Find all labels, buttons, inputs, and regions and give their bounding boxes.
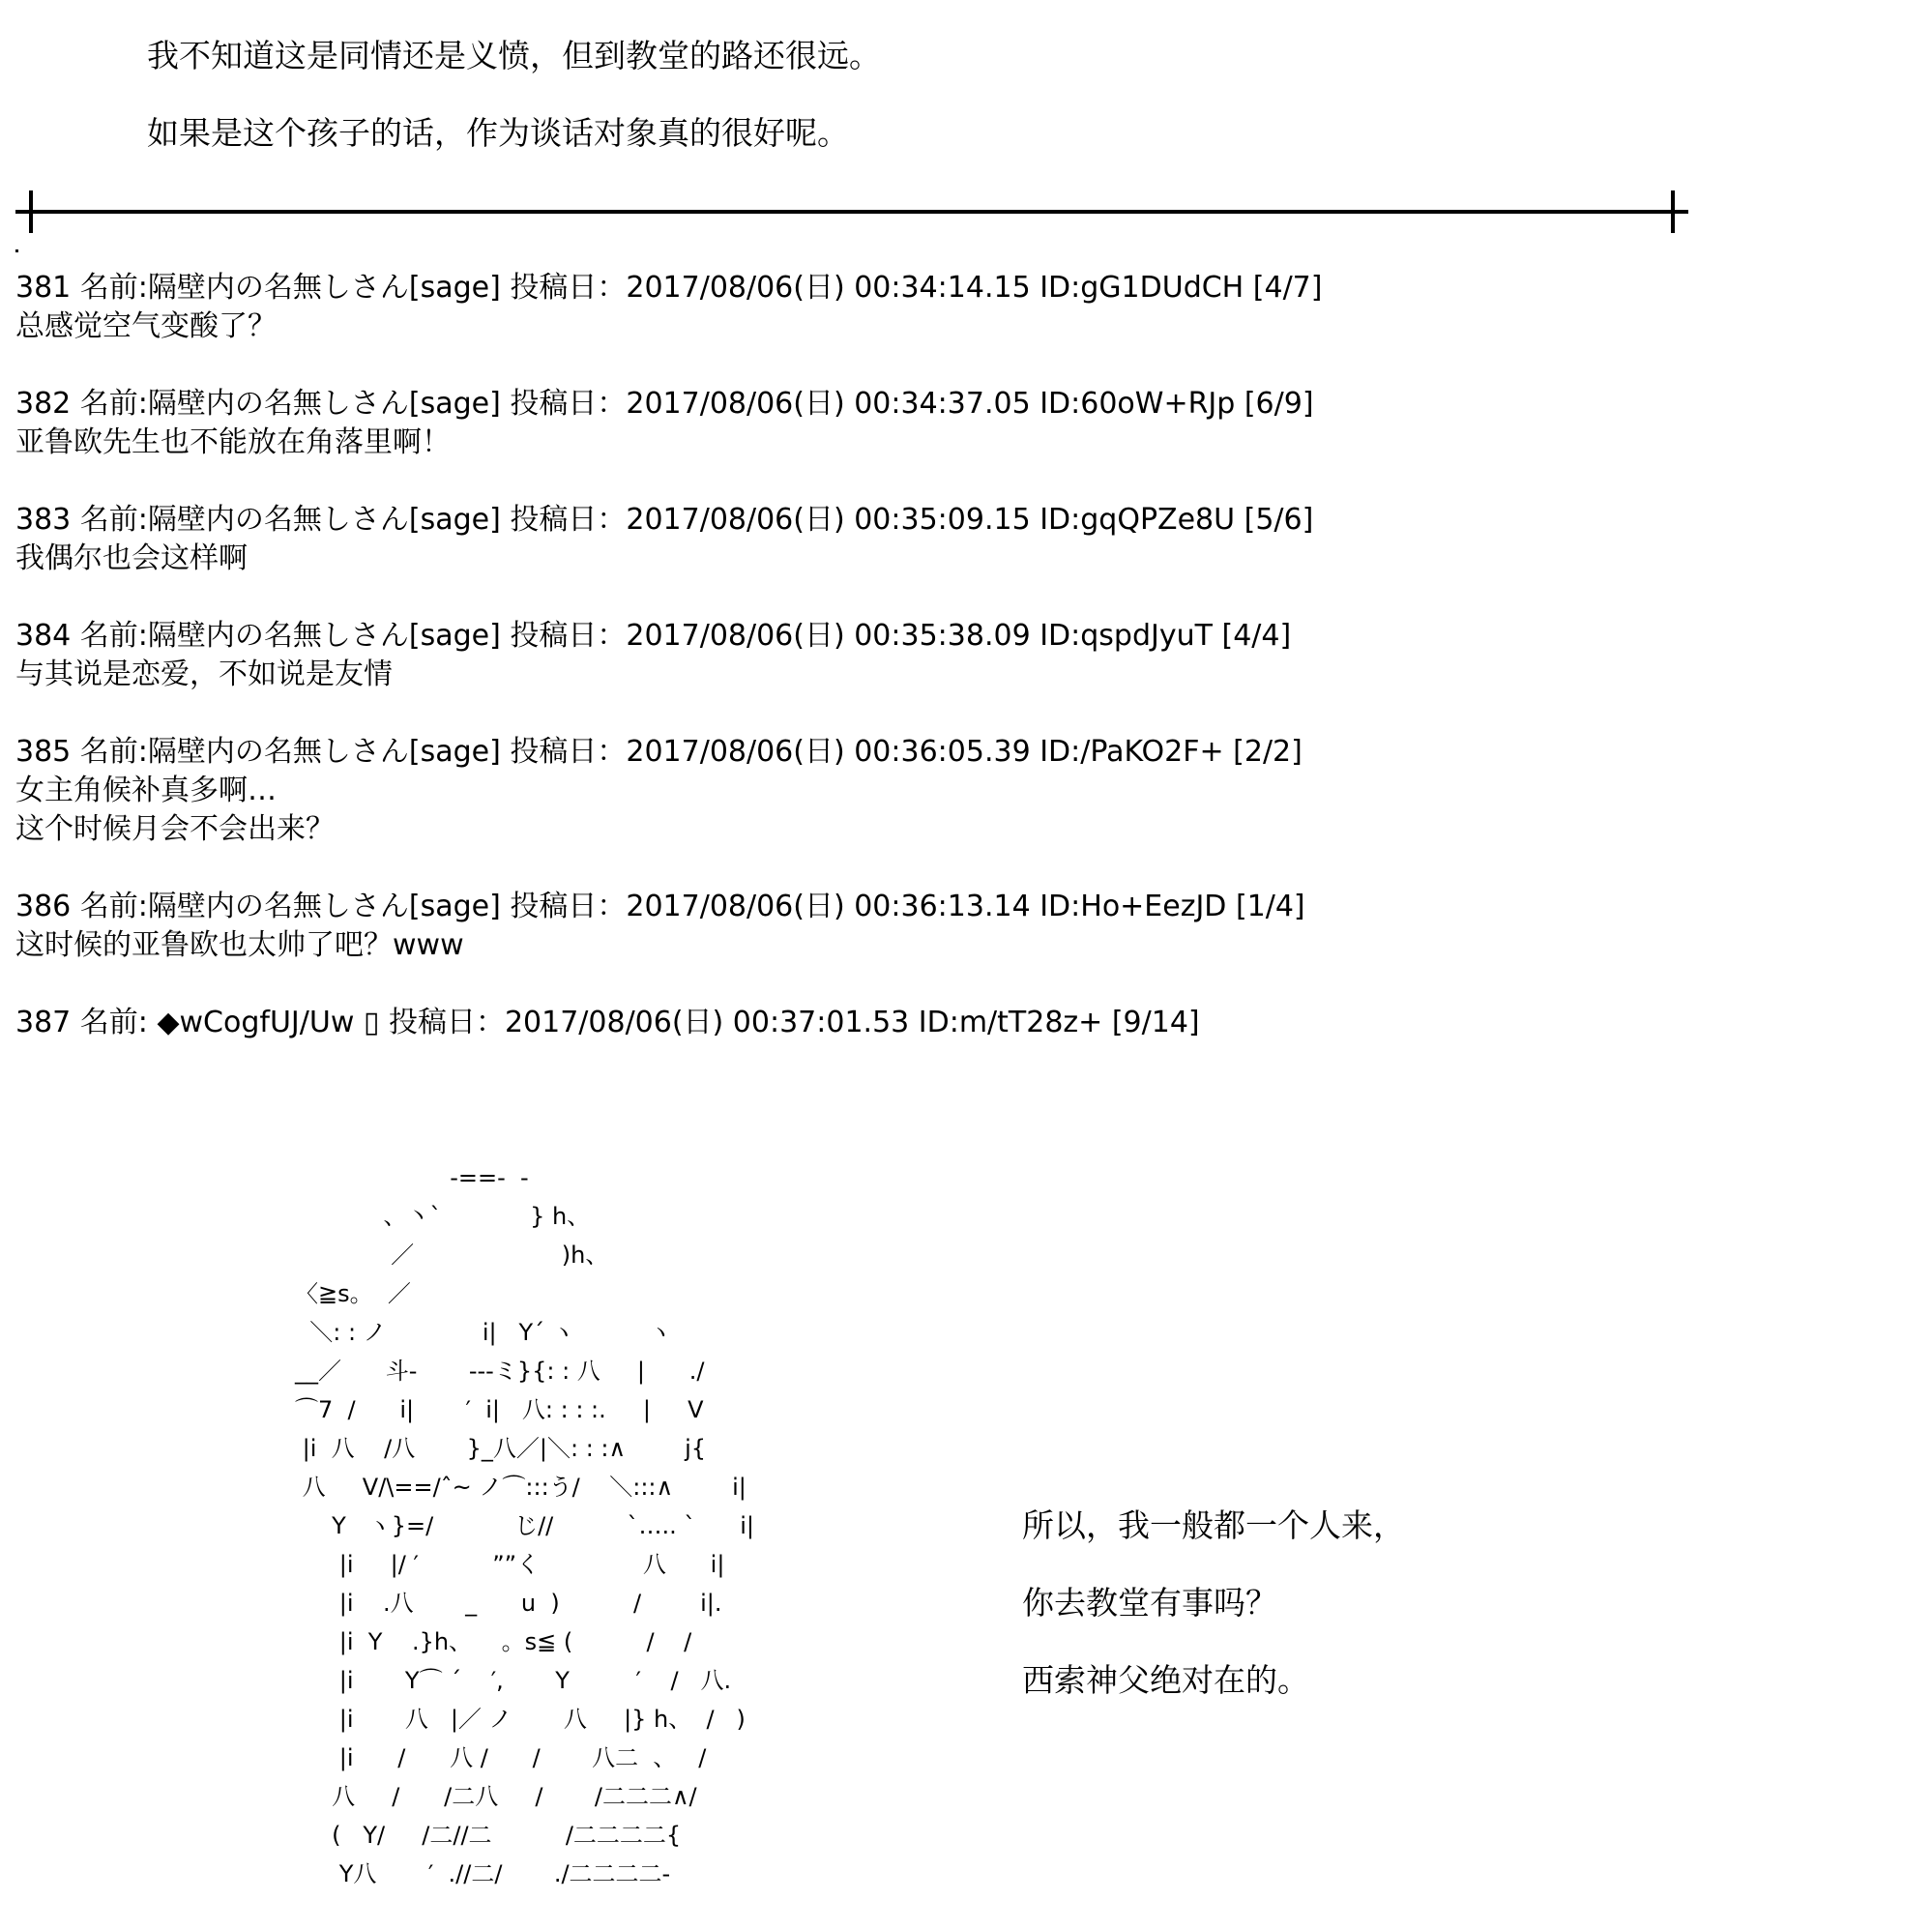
post-header: 386 名前:隔壁内の名無しさん[sage] 投稿日：2017/08/06(日) 00:36:13.14 ID:Ho+EezJD [1/4] <box>15 890 1305 923</box>
post-body-line: 我偶尔也会这样啊 <box>15 541 248 575</box>
section-divider <box>15 190 1688 233</box>
divider-right-tick <box>1671 190 1675 233</box>
post-header: 383 名前:隔壁内の名無しさん[sage] 投稿日：2017/08/06(日) 00:35:09.15 ID:gqQPZe8U [5/6] <box>15 503 1314 537</box>
narration-line-1: 我不知道这是同情还是义愤，但到教堂的路还很远。 <box>147 37 881 74</box>
post-body-line: 亚鲁欧先生也不能放在角落里啊！ <box>15 425 451 459</box>
post-383 <box>15 501 1313 578</box>
post-381 <box>15 269 1322 346</box>
post-body-line: 女主角候补真多啊… <box>15 774 277 807</box>
post-header: 382 名前:隔壁内の名無しさん[sage] 投稿日：2017/08/06(日) 00:34:37.05 ID:60oW+RJp [6/9] <box>15 387 1314 421</box>
narration-line-2: 如果是这个孩子的话，作为谈话对象真的很好呢。 <box>147 114 849 152</box>
dialogue-line-1: 所以，我一般都一个人来， <box>1022 1506 1405 1544</box>
post-384 <box>15 617 1291 694</box>
post-387 <box>15 1004 1200 1042</box>
post-header: 387 名前: ◆wCogfUJ/Uw ▯ 投稿日：2017/08/06(日) 00:37:01.53 ID:m/tT28z+ [9/14] <box>15 1006 1200 1039</box>
post-header: 385 名前:隔壁内の名無しさん[sage] 投稿日：2017/08/06(日) 00:36:05.39 ID:/PaKO2F+ [2/2] <box>15 735 1303 769</box>
post-body-line: 这个时候月会不会出来？ <box>15 812 335 846</box>
post-386 <box>15 888 1305 965</box>
post-header: 381 名前:隔壁内の名無しさん[sage] 投稿日：2017/08/06(日) 00:34:14.15 ID:gG1DUdCH [4/7] <box>15 271 1323 305</box>
post-body-line: 与其说是恋爱，不如说是友情 <box>15 658 393 691</box>
post-385 <box>15 733 1303 849</box>
dialogue-line-2: 你去教堂有事吗？ <box>1022 1584 1277 1622</box>
post-382 <box>15 385 1314 462</box>
post-body-line: 总感觉空气变酸了？ <box>15 309 277 343</box>
ascii-art-character: -==- - 、丶` } h、 ／ )h、 〈≧s。 ／ ＼: : ノ i| Y´ ヽ ヽ __／ 斗- ---ミ}{: : 八 | ./ ⌒7 / i| ′ i| 八: : : :. | V |i 八 /八 }_八／|＼: : :∧ j{ 八 V/\==/ˆ~ ノ⌒:::う/ ＼:::∧ i| Y ヽ}=/ じ// `….. ` i| |i |/ ′ ””く 八 i| |i .八 _ u ) / i|. |i Y .}h、 。s≦ ( / / |i Y⌒ ´ ′, Y ′ / 八. |i 八 |／ ノ 八 |} h、 / ) |i / 八 / / 八二 、 / 八 / /二八 / /二二二∧/ ( Y/ /二//二 /二二二二{ Y八 ′ .//二/ ./二二二二- <box>295 1164 754 1887</box>
divider-line <box>15 210 1688 214</box>
post-body-line: 这时候的亚鲁欧也太帅了吧？www <box>15 928 464 962</box>
divider-left-tick <box>29 190 33 233</box>
dialogue-line-3: 西索神父绝对在的。 <box>1022 1661 1309 1699</box>
stray-dot <box>15 249 18 252</box>
post-header: 384 名前:隔壁内の名無しさん[sage] 投稿日：2017/08/06(日) 00:35:38.09 ID:qspdJyuT [4/4] <box>15 619 1292 653</box>
